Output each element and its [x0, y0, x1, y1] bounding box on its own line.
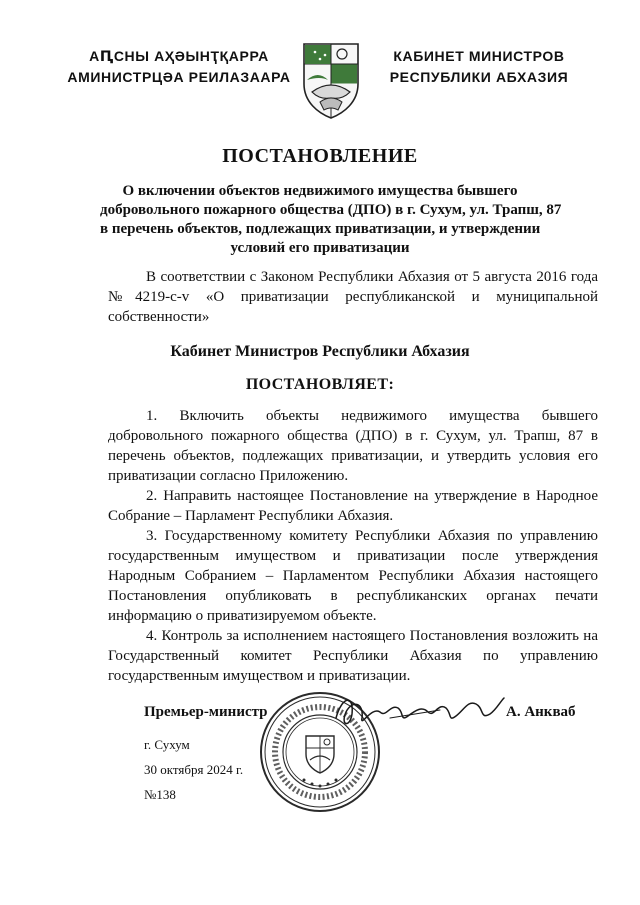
letterhead-left-line-1: АԤСНЫ АҲӘЫНҬҚАРРА [89, 48, 269, 64]
document-subject [100, 182, 562, 258]
issue-city: г. Сухум [144, 737, 190, 752]
decree-item-2: 2. Направить настоящее Постановление на утверждение в Народное Собрание – Парламент Республики Абхазия. [108, 488, 598, 524]
letterhead-left [64, 46, 294, 88]
issuer-heading: Кабинет Министров Республики Абхазия [170, 343, 470, 360]
decree-item-3: 3. Государственному комитету Республики Абхазия по управлению государственным имуществом и приватизации после утверждения Народным Собранием – Парламентом Республики Абхазия настоящего Постановления опубликовать в республиканских органах печати информацию о приватизируемом объекте. [108, 528, 598, 624]
preamble-text: В соответствии с Законом Республики Абхазия от 5 августа 2016 года №4219-с-v «О приватизации республиканской и муниципальной собственности» [108, 269, 598, 325]
subject-line-1: О включении объектов недвижимого имущества бывшего [122, 183, 518, 199]
handwritten-signature-icon [330, 688, 506, 738]
decree-item-1: 1. Включить объекты недвижимого имущества бывшего добровольного пожарного общества (ДПО) в г. Сухум, ул. Трапш, 87 в перечень объектов, подлежащих приватизации, и утвердить условия его приватизации согласно Приложению. [108, 408, 598, 484]
letterhead-left-line-2: АМИНИСТРЦӘА РЕИЛАЗААРА [67, 69, 291, 85]
preamble [108, 267, 598, 327]
decree-items [108, 406, 598, 686]
letterhead-right-line-1: КАБИНЕТ МИНИСТРОВ [393, 48, 565, 64]
document-type-title: ПОСТАНОВЛЕНИЕ [222, 145, 418, 167]
letterhead-right-line-2: РЕСПУБЛИКИ АБХАЗИЯ [389, 69, 569, 85]
document-number: №138 [144, 787, 176, 802]
coat-of-arms-icon [298, 40, 364, 120]
subject-line-2: добровольного пожарного общества (ДПО) в г. Сухум, ул. Трапш, 87 [100, 202, 562, 218]
letterhead-right [374, 46, 584, 88]
signatory-title: Премьер-министр [144, 704, 268, 720]
signatory-name: А. Анкваб [506, 704, 576, 720]
subject-line-3: в перечень объектов, подлежащих приватизации, и утверждении [100, 221, 541, 237]
decree-item-4: 4. Контроль за исполнением настоящего Постановления возложить на Государственный комитет Республики Абхазия по управлению государственным имуществом и приватизации. [108, 628, 598, 684]
decrees-heading: ПОСТАНОВЛЯЕТ: [245, 376, 395, 393]
subject-line-4: условий его приватизации [230, 240, 410, 256]
issue-date: 30 октября 2024 г. [144, 762, 244, 777]
